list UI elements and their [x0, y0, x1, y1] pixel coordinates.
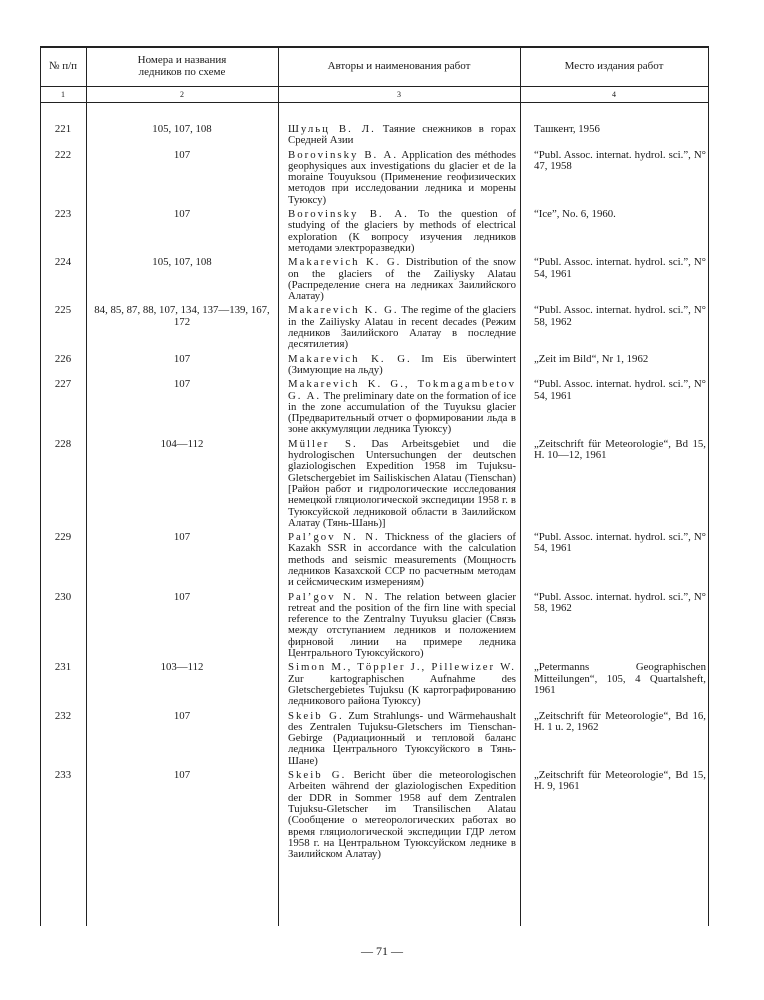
- table-body: [40, 124, 708, 920]
- work-author: Müller S.: [288, 437, 358, 450]
- table-row: [40, 209, 708, 254]
- glacier-numbers: 84, 85, 87, 88, 107, 134, 137—139, 167, 172: [94, 304, 270, 328]
- work-citation: [278, 439, 520, 529]
- entry-number: 226: [54, 352, 72, 365]
- table-row: [40, 439, 708, 529]
- column-number-rule: [40, 102, 708, 103]
- publication-place: “Publ. Assoc. internat. hydrol. sci.”, N° 58, 1962: [534, 304, 706, 328]
- work-citation: [278, 150, 520, 206]
- entry-number: 222: [54, 148, 72, 161]
- header-place: Место издания работ: [564, 60, 664, 72]
- publication-place: „Zeitschrift für Meteorologie“, Bd 15, H. 10—12, 1961: [534, 437, 706, 462]
- column-index-4: 4: [612, 89, 616, 99]
- entry-number: 232: [54, 709, 72, 722]
- work-author: Makarevich K. G.: [288, 352, 412, 365]
- work-citation: [278, 209, 520, 254]
- work-author: Pal’gov N. N.: [288, 590, 380, 603]
- publication-place: “Publ. Assoc. internat. hydrol. sci.”, N° 54, 1961: [534, 256, 706, 280]
- table-row: [40, 592, 708, 660]
- work-title: Das Arbeitsgebiet und die hydrologischen Untersuchungen der deutschen glaziologischen Expedition 1958 im Tujuksu-Gletschergebiet im Sailiskischen Alatau (Tienschan) [Район работ и гидрологические исследования немецкой гляциологической экспедиции 1958 г. в Туюксуйской ледниковой области в Заилийском Алатау (Тянь-Шань)]: [288, 437, 517, 529]
- table-row: [40, 305, 708, 350]
- entry-number: 231: [54, 661, 72, 674]
- entry-number: 229: [54, 531, 72, 544]
- publication-place: „Zeit im Bild“, Nr 1, 1962: [534, 352, 649, 365]
- work-title: Zur kartographischen Aufnahme des Gletschergebietes Tujuksu (К картографированию ледникового района Туюксу): [288, 672, 516, 708]
- column-index-2: 2: [180, 89, 184, 99]
- publication-place: „Petermanns Geographischen Mitteilungen“, 105, 4 Quartalsheft, 1961: [534, 661, 706, 696]
- publication-place: “Publ. Assoc. internat. hydrol. sci.”, N° 58, 1962: [534, 590, 706, 614]
- glacier-numbers: 107: [173, 709, 191, 722]
- entry-number: 224: [54, 256, 72, 269]
- publication-place: “Publ. Assoc. internat. hydrol. sci.”, N° 54, 1961: [534, 378, 706, 402]
- table-right-border: [708, 46, 709, 926]
- glacier-numbers: 107: [173, 208, 191, 221]
- work-citation: [278, 532, 520, 588]
- glacier-numbers: 105, 107, 108: [152, 256, 212, 269]
- work-author: Шульц В. Л.: [288, 123, 376, 135]
- table-row: [40, 257, 708, 302]
- glacier-numbers: 105, 107, 108: [152, 123, 212, 135]
- work-author: Borovinsky B. A.: [288, 148, 399, 161]
- entry-number: 221: [54, 123, 72, 135]
- header-number: № п/п: [48, 60, 78, 72]
- work-title: The preliminary date on the formation of ice in the zone accumulation of the Tuyuksu glacier (Предварительный отчет о формировании льда в зоне аккумуляции ледника Туюксу): [288, 389, 516, 436]
- work-author: Skeib G.: [288, 709, 344, 722]
- work-citation: [278, 124, 520, 147]
- glacier-numbers: 107: [173, 352, 191, 365]
- bibliography-table: [40, 46, 708, 926]
- header-authors: Авторы и наименования работ: [327, 60, 471, 72]
- publication-place: “Publ. Assoc. internat. hydrol. sci.”, N° 47, 1958: [534, 148, 706, 172]
- work-author: Makarevich K. G.: [288, 304, 399, 317]
- work-title: To the question of studying of the glaciers by methods of electrical exploration (К вопросу изучения ледников методами электроразведки): [288, 208, 516, 254]
- publication-place: „Zeitschrift für Meteorologie“, Bd 15, H. 9, 1961: [534, 769, 706, 793]
- work-citation: [278, 662, 520, 707]
- work-title: Zum Strahlungs- und Wärmehaushalt des Zentralen Tujuksu-Gletschers im Tienschan-Gebirge (Радиационный и тепловой баланс ледника Центрального Туюксуйского в Тянь-Шане): [288, 709, 516, 767]
- entry-number: 227: [54, 378, 72, 391]
- entry-number: 228: [54, 437, 72, 450]
- work-citation: [278, 711, 520, 767]
- entry-number: 223: [54, 208, 72, 221]
- page-number: — 71 —: [361, 944, 403, 958]
- glacier-numbers: 107: [173, 378, 191, 391]
- publication-place: “Publ. Assoc. internat. hydrol. sci.”, N° 54, 1961: [534, 531, 706, 555]
- glacier-numbers: 107: [173, 531, 191, 544]
- publication-place: Ташкент, 1956: [534, 123, 600, 135]
- work-title: The relation between glacier retreat and the position of the firn line with special reference to the Zentralny Tuyuksu glacier (Связь между отступанием ледников и положением фирновой линии на примере ледника Центрального Туюксуйского): [288, 590, 516, 660]
- table-row: [40, 150, 708, 206]
- work-title: Distribution of the snow on the glaciers of the Zailiysky Alatau (Распределение снега на ледниках Заилийского Алатау): [288, 256, 516, 303]
- entry-number: 225: [54, 304, 72, 317]
- work-title: Bericht über die meteorologischen Arbeiten während der glaziologischen Expedition der DDR in Sommer 1958 auf dem Zentralen Tujuksu-Gletscher im Transilischen Alatau (Сообщение о метеорологических работах во время гляциологической экспедиции ГДР летом 1958 г. на Центральном Туюксуйском леднике в Заилийском Алатау): [288, 769, 516, 861]
- table-row: [40, 379, 708, 435]
- header-glaciers: Номера и названия ледников по схеме: [137, 54, 227, 78]
- entry-number: 230: [54, 590, 72, 603]
- glacier-numbers: 107: [173, 590, 191, 603]
- work-citation: [278, 305, 520, 350]
- glacier-numbers: 107: [173, 769, 191, 782]
- work-citation: [278, 257, 520, 302]
- work-title: Application des méthodes geophysiques aux investigations du glacier et de la moraine Touyuksou (Применение геофизических методов при исследовании ледника и морены Туюксу): [288, 148, 517, 206]
- work-citation: [278, 770, 520, 860]
- work-author: Borovinsky B. A.: [288, 208, 409, 221]
- publication-place: „Zeitschrift für Meteorologie“, Bd 16, H. 1 u. 2, 1962: [534, 709, 706, 733]
- work-author: Simon M., Töppler J., Pillewizer W.: [288, 661, 516, 674]
- work-author: Skeib G.: [288, 769, 347, 782]
- work-title: Im Eis überwintert (Зимующие на льду): [288, 352, 517, 376]
- work-title: Таяние снежников в горах Средней Азии: [288, 123, 517, 147]
- table-row: [40, 711, 708, 767]
- work-citation: [278, 354, 520, 377]
- column-index-3: 3: [397, 89, 401, 99]
- glacier-numbers: 104—112: [160, 437, 204, 450]
- table-row: [40, 124, 708, 147]
- work-citation: [278, 379, 520, 435]
- glacier-numbers: 103—112: [160, 661, 204, 674]
- work-author: Pal’gov N. N.: [288, 531, 380, 544]
- glacier-numbers: 107: [173, 148, 191, 161]
- work-title: The regime of the glaciers in the Zailiysky Alatau in recent decades (Режим ледников Заилийского Алатау в последние десятилетия): [288, 304, 516, 351]
- entry-number: 233: [54, 769, 72, 782]
- table-row: [40, 770, 708, 860]
- table-row: [40, 662, 708, 707]
- work-author: Makarevich K. G.: [288, 256, 402, 269]
- table-row: [40, 354, 708, 377]
- work-title: Thickness of the glaciers of Kazakh SSR in accordance with the calculation methods and seismic measurements (Мощность ледников Казахской ССР по расчетным методам и сейсмическим измерениям): [288, 531, 516, 589]
- table-row: [40, 532, 708, 588]
- column-index-1: 1: [61, 89, 65, 99]
- publication-place: “Ice”, No. 6, 1960.: [534, 208, 616, 221]
- work-author: Makarevich K. G., Tokmagambetov G. A.: [288, 378, 516, 402]
- work-citation: [278, 592, 520, 660]
